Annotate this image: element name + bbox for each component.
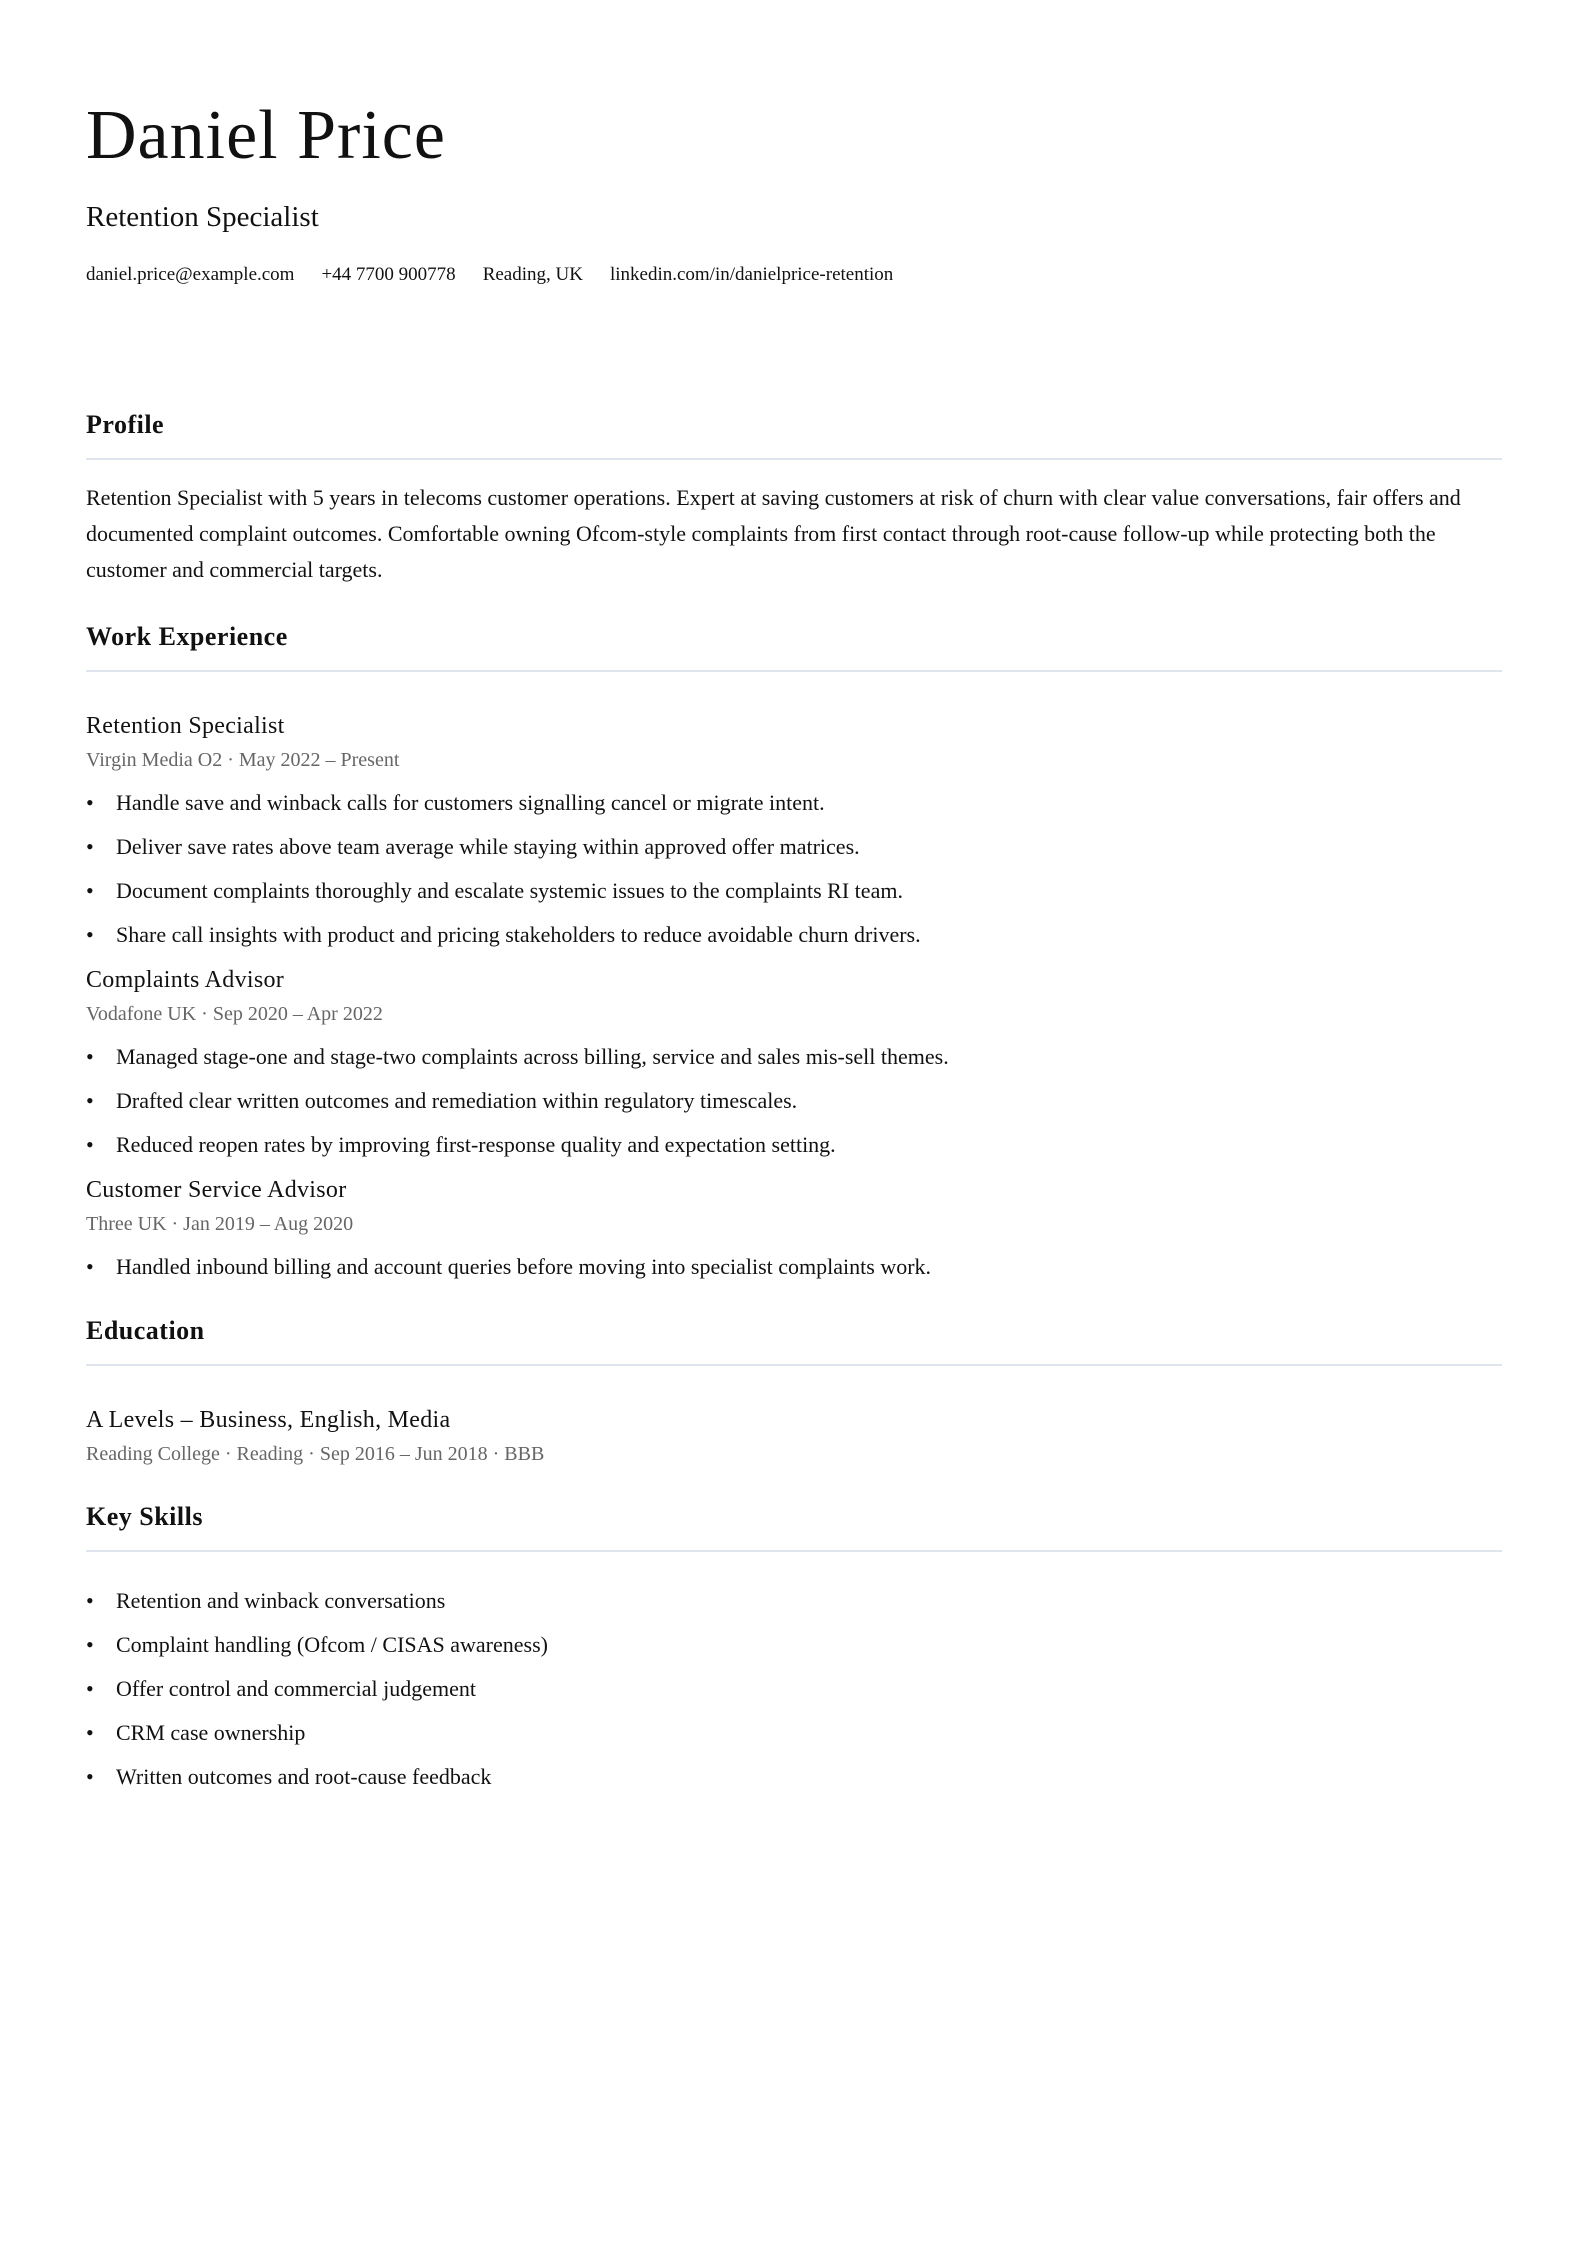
job-bullets (86, 1252, 1502, 1282)
job-title: Complaints Advisor (86, 967, 285, 993)
job-bullet: • Managed stage-one and stage-two complaints across billing, service and sales mis-sell themes. (86, 1042, 1502, 1072)
job-entry (86, 964, 1502, 1160)
job-entry (86, 710, 1502, 950)
job-title: Customer Service Advisor (86, 1177, 347, 1203)
skills-section (86, 1500, 1502, 1792)
education-section (86, 1314, 1502, 1468)
education-meta: Reading College · Reading · Sep 2016 – Jun 2018 · BBB (86, 1443, 545, 1465)
contact-phone: +44 7700 900778 (321, 264, 456, 285)
contact-line (86, 262, 1502, 288)
education-entry (86, 1404, 1502, 1468)
experience-section (86, 620, 1502, 1282)
job-meta: Vodafone UK · Sep 2020 – Apr 2022 (86, 1003, 383, 1025)
skills-list (86, 1586, 1502, 1792)
job-title: Retention Specialist (86, 713, 285, 739)
skill-item: • CRM case ownership (86, 1718, 1502, 1748)
job-bullet: • Handled inbound billing and account queries before moving into specialist complaints work. (86, 1252, 1502, 1282)
candidate-title: Retention Specialist (86, 201, 319, 233)
contact-email: daniel.price@example.com (86, 264, 295, 285)
job-entry (86, 1174, 1502, 1282)
education-title: A Levels – Business, English, Media (86, 1407, 451, 1433)
job-bullet: • Document complaints thoroughly and escalate systemic issues to the complaints RI team. (86, 876, 1502, 906)
job-bullets (86, 1042, 1502, 1160)
skill-item: • Offer control and commercial judgement (86, 1674, 1502, 1704)
resume-header (86, 92, 1502, 288)
job-bullet: • Share call insights with product and pricing stakeholders to reduce avoidable churn drivers. (86, 920, 1502, 950)
experience-heading: Work Experience (86, 620, 1502, 672)
job-bullet: • Deliver save rates above team average while staying within approved offer matrices. (86, 832, 1502, 862)
profile-section (86, 408, 1502, 588)
job-meta: Virgin Media O2 · May 2022 – Present (86, 749, 400, 771)
profile-heading: Profile (86, 408, 1502, 460)
job-bullet: • Handle save and winback calls for customers signalling cancel or migrate intent. (86, 788, 1502, 818)
job-bullet: • Drafted clear written outcomes and remediation within regulatory timescales. (86, 1086, 1502, 1116)
skill-item: • Retention and winback conversations (86, 1586, 1502, 1616)
skill-item: • Complaint handling (Ofcom / CISAS awareness) (86, 1630, 1502, 1660)
job-bullet: • Reduced reopen rates by improving first-response quality and expectation setting. (86, 1130, 1502, 1160)
profile-text: Retention Specialist with 5 years in telecoms customer operations. Expert at saving customers at risk of churn with clear value conversations, fair offers and documented complaint outcomes. Comfortable owning Ofcom-style complaints from first contact through root-cause follow-up while protecting both the customer and commercial targets. (86, 485, 1461, 582)
education-heading: Education (86, 1314, 1502, 1366)
skills-heading: Key Skills (86, 1500, 1502, 1552)
skill-item: • Written outcomes and root-cause feedback (86, 1762, 1502, 1792)
job-bullets (86, 788, 1502, 950)
contact-linkedin: linkedin.com/in/danielprice-retention (609, 264, 894, 285)
contact-location: Reading, UK (482, 264, 583, 285)
candidate-name: Daniel Price (86, 97, 446, 174)
job-meta: Three UK · Jan 2019 – Aug 2020 (86, 1213, 354, 1235)
